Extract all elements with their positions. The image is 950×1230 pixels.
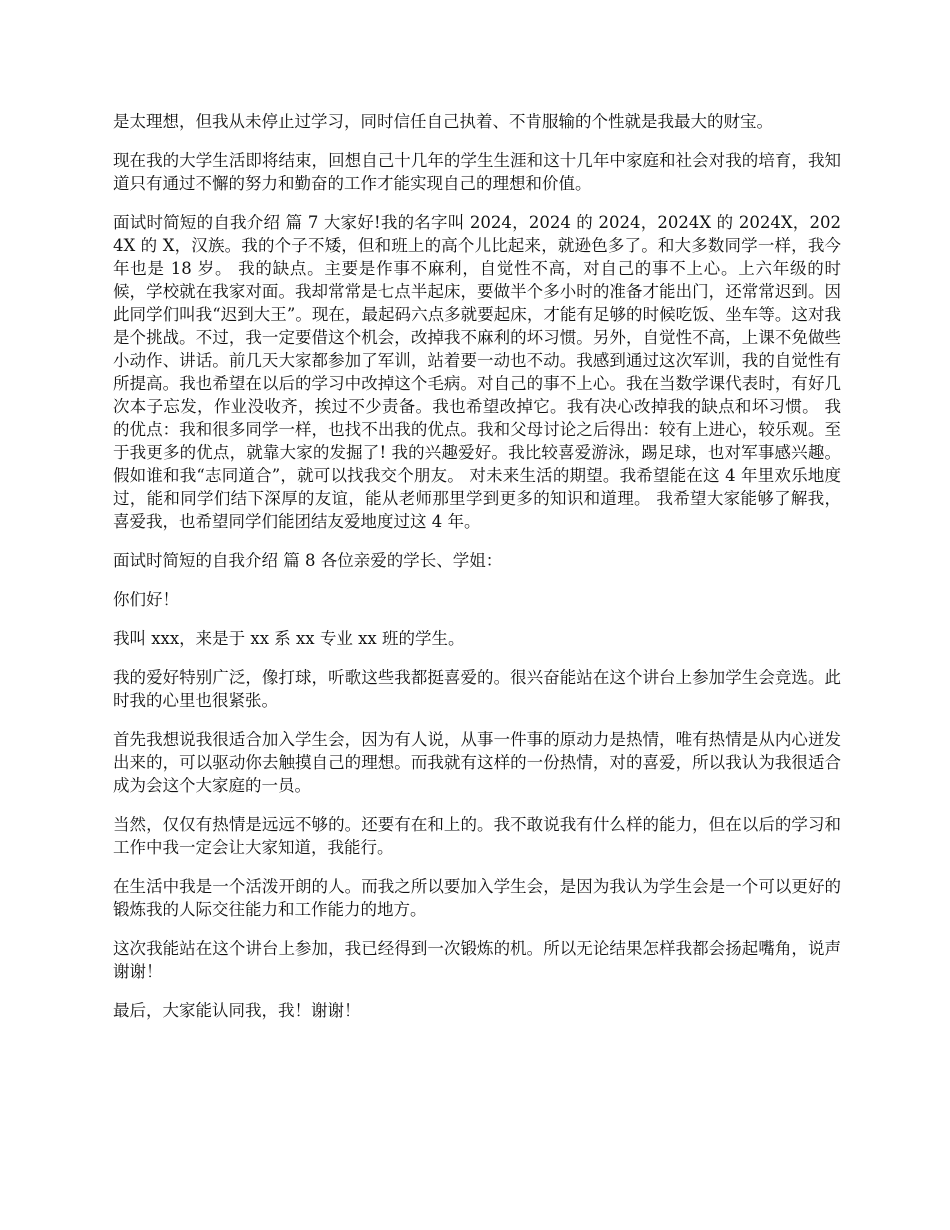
paragraph-12: 最后，大家能认同我，我！谢谢！	[113, 1001, 361, 1020]
paragraph-11: 这次我能站在这个讲台上参加，我已经得到一次锻炼的机。所以无论结果怎样我都会扬起嘴角，说声谢谢！	[113, 939, 841, 981]
paragraph-7: 我的爱好特别广泛，像打球，听歌这些我都挺喜爱的。很兴奋能站在这个讲台上参加学生会竞选。此时我的心里也很紧张。	[113, 668, 841, 710]
paragraph-1: 是太理想，但我从未停止过学习，同时信任自己执着、不肯服输的个性就是我最大的财宝。	[113, 112, 773, 131]
paragraph-5: 你们好！	[113, 590, 179, 609]
paragraph-3: 面试时简短的自我介绍 篇 7 大家好!我的名字叫 2024，2024 的 2024，2024X 的 2024X，2024X 的 X，汉族。我的个子不矮，但和班上的高个儿比起来，就逊色多了。和大多数同学一样，我今年也是 18 岁。 我的缺点。主要是作事不麻利，自觉性不高，对自己的事不上心。上六年级的时候，学校就在我家对面。我却常常是七点半起床，要做半个多小时的准备才能出门，还常常迟到。因此同学们叫我“迟到大王”。现在，最起码六点多就要起床，才能有足够的时候吃饭、坐车等。这对我是个挑战。不过，我一定要借这个机会，改掉我不麻利的坏习惯。另外，自觉性不高，上课不免做些小动作、讲话。前几天大家都参加了军训，站着要一动也不动。我感到通过这次军训，我的自觉性有所提高。我也希望在以后的学习中改掉这个毛病。对自己的事不上心。我在当数学课代表时，有好几次本子忘发，作业没收齐，挨过不少责备。我也希望改掉它。我有决心改掉我的缺点和坏习惯。 我的优点：我和很多同学一样，也找不出我的优点。我和父母讨论之后得出：较有上进心，较乐观。至于我更多的优点，就靠大家的发掘了! 我的兴趣爱好。我比较喜爱游泳，踢足球，也对军事感兴趣。假如谁和我“志同道合”，就可以找我交个朋友。 对未来生活的期望。我希望能在这 4 年里欢乐地度过，能和同学们结下深厚的友谊，能从老师那里学到更多的知识和道理。 我希望大家能够了解我，喜爱我，也希望同学们能团结友爱地度过这 4 年。	[113, 213, 841, 531]
paragraph-6: 我叫 xxx，来是于 xx 系 xx 专业 xx 班的学生。	[113, 629, 465, 648]
document-body	[113, 110, 841, 1038]
paragraph-9: 当然，仅仅有热情是远远不够的。还要有在和上的。我不敢说我有什么样的能力，但在以后的学习和工作中我一定会让大家知道，我能行。	[113, 815, 841, 857]
paragraph-8: 首先我想说我很适合加入学生会，因为有人说，从事一件事的原动力是热情，唯有热情是从内心迸发出来的，可以驱动你去触摸自己的理想。而我就有这样的一份热情，对的喜爱，所以我认为我很适合成为会这个大家庭的一员。	[113, 730, 841, 795]
paragraph-4: 面试时简短的自我介绍 篇 8 各位亲爱的学长、学姐：	[113, 551, 503, 570]
paragraph-2: 现在我的大学生活即将结束，回想自己十几年的学生生涯和这十几年中家庭和社会对我的培育，我知道只有通过不懈的努力和勤奋的工作才能实现自己的理想和价值。	[113, 151, 841, 193]
paragraph-10: 在生活中我是一个活泼开朗的人。而我之所以要加入学生会，是因为我认为学生会是一个可以更好的锻炼我的人际交往能力和工作能力的地方。	[113, 877, 841, 919]
